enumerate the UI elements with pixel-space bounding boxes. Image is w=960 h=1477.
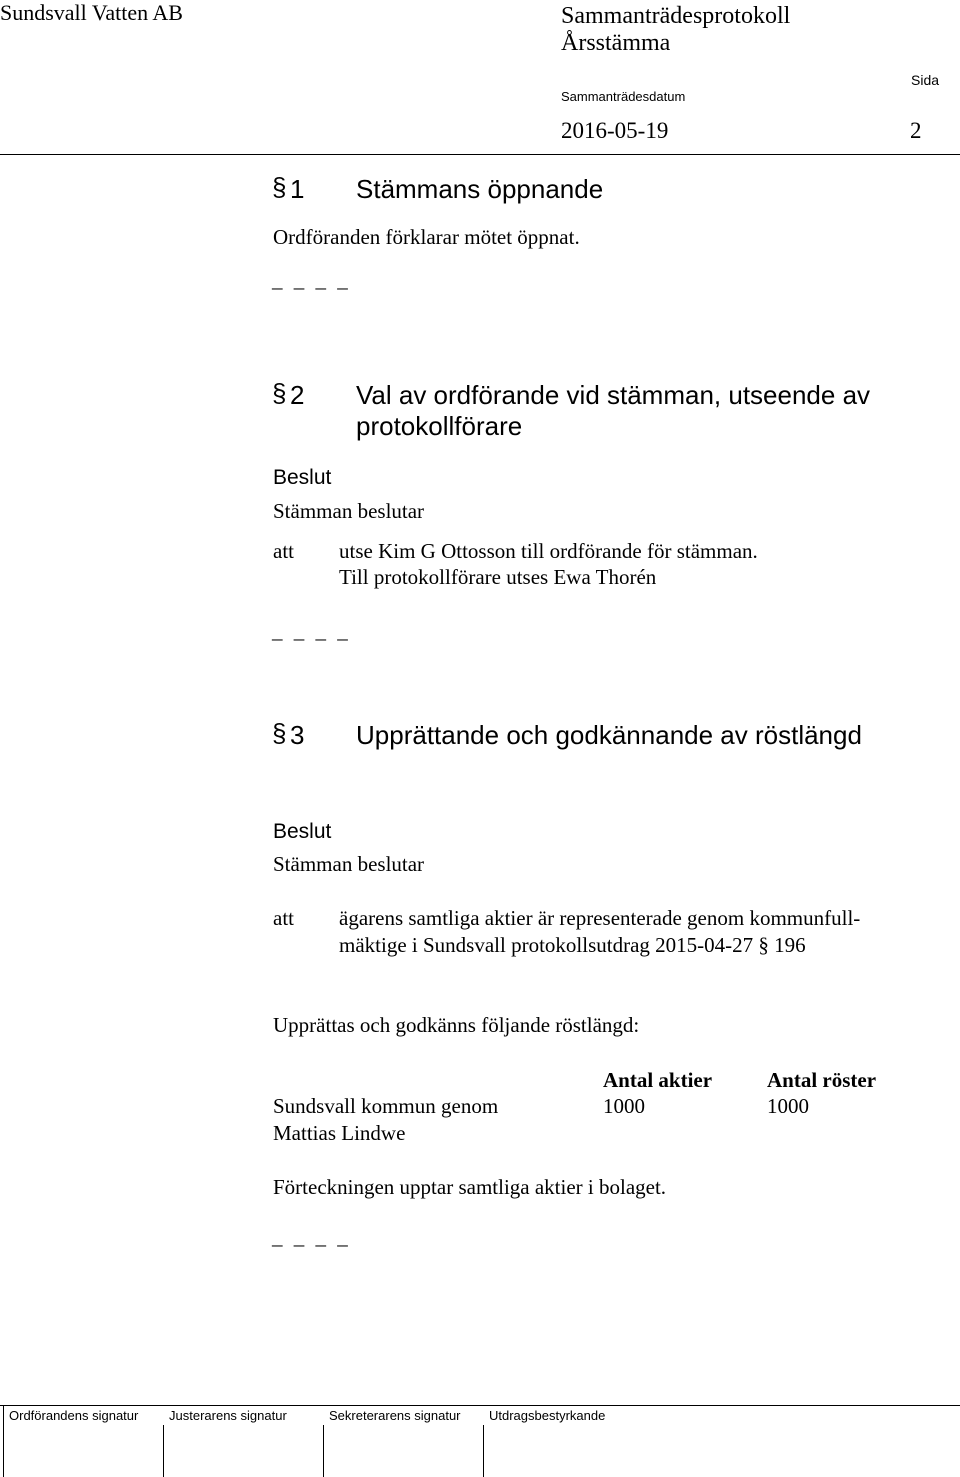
section-2-title-line1: Val av ordförande vid stämman, utseende av: [356, 380, 871, 410]
section-3-title: Upprättande och godkännande av röstlängd: [356, 720, 862, 750]
section-2-title-line2: protokollförare: [356, 411, 523, 441]
table-header-votes: Antal röster: [767, 1068, 877, 1092]
date-label: Sammanträdesdatum: [561, 89, 686, 104]
section-3-symbol: §: [272, 718, 287, 748]
section-3-att-line1: ägarens samtliga aktier är representerade genom kommunfull-: [339, 906, 861, 930]
meeting-date: 2016-05-19: [561, 118, 669, 143]
section-3-list-intro: Upprättas och godkänns följande röstlängd:: [273, 1013, 640, 1037]
section-3-closing: Förteckningen upptar samtliga aktier i bolaget.: [273, 1175, 667, 1199]
section-1-separator: _ _ _ _: [272, 268, 351, 292]
section-3-att-label: att: [273, 906, 294, 930]
section-1-symbol: §: [272, 172, 287, 202]
protocol-title: Sammanträdesprotokoll: [561, 3, 791, 29]
section-3-separator: _ _ _ _: [272, 1225, 351, 1249]
section-1-number: 1: [290, 174, 305, 204]
adjuster-signature-label: Justerarens signatur: [169, 1408, 287, 1423]
header-divider: [0, 154, 960, 155]
section-2-att-line1: utse Kim G Ottosson till ordförande för stämman.: [339, 539, 758, 563]
secretary-signature-label: Sekreterarens signatur: [329, 1408, 461, 1423]
table-row-name-line1: Sundsvall kommun genom: [273, 1094, 499, 1118]
extract-certification-label: Utdragsbestyrkande: [489, 1408, 606, 1423]
section-2-att-label: att: [273, 539, 294, 563]
table-cell-shares: 1000: [603, 1094, 645, 1118]
section-2-decision-intro: Stämman beslutar: [273, 499, 425, 523]
section-3-decision-label: Beslut: [273, 820, 332, 843]
page-number: 2: [910, 118, 922, 143]
chair-signature-label: Ordförandens signatur: [9, 1408, 139, 1423]
table-header-shares: Antal aktier: [603, 1068, 713, 1092]
section-1-title: Stämmans öppnande: [356, 174, 604, 204]
section-2-att-line2: Till protokollförare utses Ewa Thorén: [339, 565, 657, 589]
section-2-separator: _ _ _ _: [272, 619, 351, 643]
table-row-name-line2: Mattias Lindwe: [273, 1121, 406, 1145]
section-2-decision-label: Beslut: [273, 466, 332, 489]
section-3-att-line2: mäktige i Sundsvall protokollsutdrag 2015-04-27 § 196: [339, 933, 806, 957]
section-3-number: 3: [290, 720, 305, 750]
section-2-number: 2: [290, 380, 305, 410]
organization-name: Sundsvall Vatten AB: [0, 0, 183, 25]
protocol-subtitle: Årsstämma: [561, 30, 671, 56]
section-2-symbol: §: [272, 378, 287, 408]
footer-divider: [0, 1405, 960, 1406]
footer-box-border-4: [483, 1425, 484, 1477]
section-1-text: Ordföranden förklarar mötet öppnat.: [273, 225, 580, 249]
section-3-decision-intro: Stämman beslutar: [273, 852, 425, 876]
footer-box-border-3: [323, 1425, 324, 1477]
footer-box-border-1: [3, 1405, 4, 1477]
table-cell-votes: 1000: [767, 1094, 809, 1118]
page-label: Sida: [911, 72, 940, 88]
footer-box-border-2: [163, 1425, 164, 1477]
